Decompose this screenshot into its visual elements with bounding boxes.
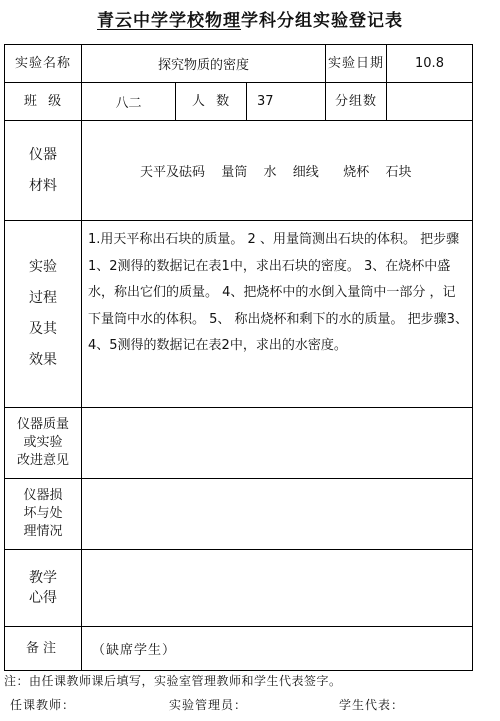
reflection-label: [5, 550, 82, 627]
process-label: [5, 221, 82, 408]
row-remarks: [5, 627, 473, 671]
row-experiment-name: [5, 45, 473, 83]
process-label-line-1: 实验: [29, 259, 57, 275]
school-name: 青云中学: [97, 11, 169, 31]
experiment-name-label: 实验名称: [5, 45, 82, 83]
row-process: [5, 221, 473, 408]
group-count-value[interactable]: [387, 83, 473, 121]
damage-label-line-1: 仪器损: [23, 488, 63, 503]
class-label: 班 级: [5, 83, 82, 121]
remarks-value[interactable]: （缺席学生）: [82, 627, 473, 671]
damage-label-line-2: 坏与处: [23, 506, 63, 521]
experiment-date-label: 实验日期: [326, 45, 387, 83]
process-label-line-2: 过程: [29, 290, 57, 306]
form-title: [0, 6, 500, 31]
quality-label-line-3: 改进意见: [16, 453, 69, 468]
quality-label: [5, 408, 82, 479]
group-count-label: 分组数: [326, 83, 387, 121]
student-rep-signature-label: 学生代表：: [339, 698, 405, 712]
quality-label-line-1: 仪器质量: [16, 417, 69, 432]
process-value[interactable]: 1.用天平称出石块的质量。 2 、用量筒测出石块的体积。 把步骤1、2测得的数据记在表1中，求出石块的密度。 3、在烧杯中盛水，称出它们的质量。 4、把烧杯中的水倒入量筒中一部分 ，记下量筒中水的体积。 5、 称出烧杯和剩下的水的质量。 把步骤3、4、5测得的数据记在表2中，求出的水密度。: [82, 221, 473, 408]
class-value[interactable]: 八二: [82, 83, 176, 121]
row-damage: [5, 479, 473, 550]
registration-table: [4, 44, 473, 671]
damage-label-line-3: 理情况: [23, 524, 63, 539]
student-count-value[interactable]: 37: [247, 83, 326, 121]
student-count-label: 人 数: [176, 83, 247, 121]
process-label-line-3: 及其: [29, 321, 57, 337]
reflection-value[interactable]: [82, 550, 473, 627]
remarks-label: 备注: [5, 627, 82, 671]
subject-name: 物理: [205, 11, 241, 31]
footnote: 注：由任课教师课后填写，实验室管理教师和学生代表签字。: [4, 674, 342, 688]
lab-manager-signature-label: 实验管理员：: [169, 698, 248, 712]
row-class-info: [5, 83, 473, 121]
quality-label-line-2: 或实验: [23, 435, 63, 450]
reflection-label-line-2: 心得: [29, 590, 57, 606]
row-reflection: [5, 550, 473, 627]
title-suffix: 学科分组实验登记表: [241, 11, 403, 31]
reflection-label-line-1: 教学: [29, 570, 57, 586]
row-quality: [5, 408, 473, 479]
process-label-line-4: 效果: [29, 352, 57, 368]
school-suffix: 学校: [169, 11, 205, 31]
damage-label: [5, 479, 82, 550]
materials-label-line-2: 材料: [29, 177, 57, 194]
materials-label: [5, 121, 82, 221]
experiment-date-value[interactable]: 10.8: [387, 45, 473, 83]
materials-label-line-1: 仪器: [29, 146, 57, 163]
damage-value[interactable]: [82, 479, 473, 550]
quality-value[interactable]: [82, 408, 473, 479]
materials-value[interactable]: 天平及砝码 量筒 水 细线 烧杯 石块: [82, 121, 473, 221]
teacher-signature-label: 任课教师：: [10, 698, 76, 712]
experiment-name-value[interactable]: 探究物质的密度: [82, 45, 326, 83]
row-materials: [5, 121, 473, 221]
